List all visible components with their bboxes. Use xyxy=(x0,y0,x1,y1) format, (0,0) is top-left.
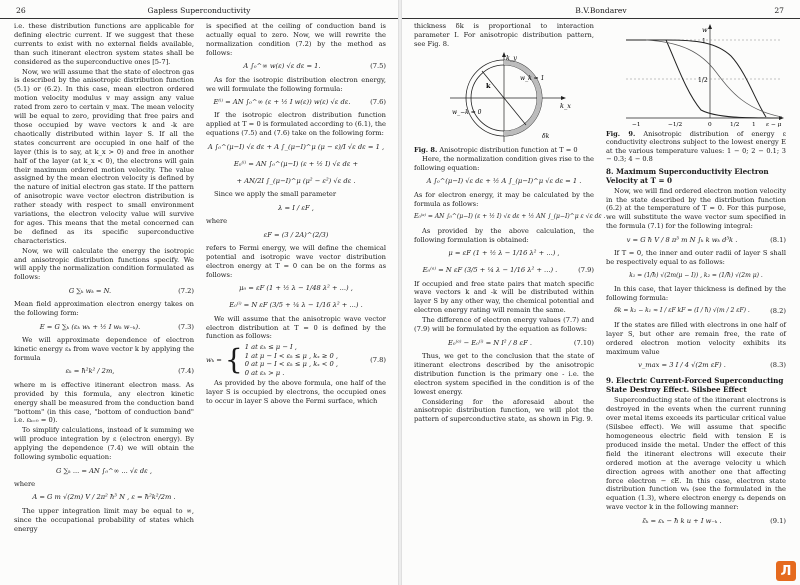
section-heading-8: 8. Maximum Superconductivity Electron Velocity at T = 0 xyxy=(606,166,769,185)
left-column-1 xyxy=(14,22,194,535)
paragraph: Mean field approximation electron energy takes on the following form: xyxy=(14,300,194,318)
running-header-right xyxy=(402,6,800,19)
paragraph: The difference of electron energy values (7.7) and (7.9) will be formulated by the equation as follows: xyxy=(414,316,594,334)
paragraph: is specified at the ceiling of conduction band is actually equal to zero. Now, we will rewrite the normalization condition (7.2) by the method as follows: xyxy=(206,22,386,57)
paragraph: If occupied and free state pairs that match specific wave vectors k and -k will be distributed within layer S by any other way, the chemical potential and electron energy rating will remain the same. xyxy=(414,279,594,315)
x-tick-half: 1/2 xyxy=(730,122,740,128)
paragraph: As provided by the above calculation, the following formulation is obtained: xyxy=(414,226,594,244)
right-page xyxy=(402,0,800,585)
page-number-left: 26 xyxy=(16,6,26,15)
equation-8-3: v_max = 3 I / 4 √(2m εF) . (8.3) xyxy=(638,360,786,369)
paragraph: If T = 0, the inner and outer radii of layer S shall be respectively equal to as follows: xyxy=(606,249,786,267)
equation-summation-integral: G ∑ₖ ... = AN ∫₀^∞ ... √ε dε , xyxy=(56,466,152,475)
equation-mu0: μ₀ = εF (1 + ½ λ − 1/48 λ² + ...) , xyxy=(239,284,353,293)
equation-7-4: εₖ = ħ²k² / 2m, (7.4) xyxy=(65,367,194,376)
section-heading-9: 9. Electric Current-Forced Superconducting State Destroy Effect. Silsbee Effect xyxy=(606,376,784,395)
figure-8 xyxy=(414,50,594,146)
ky-axis-label: k_y xyxy=(506,53,517,62)
equation-7-10: E₀⁽ᵃ⁾ − E₀⁽ⁱ⁾ = N I² / 8 εF . (7.10) xyxy=(448,338,594,347)
anisotropic-distribution-diagram xyxy=(414,50,594,146)
paragraph: where xyxy=(14,479,36,488)
equation-8-2: δk = k₂ − k₁ ≈ I / εF kF = (I / ħ) √(m / 2 εF) . (8.2) xyxy=(614,307,786,316)
equation-normalization-anisotropic: A ∫₀^(μ−I) √ε dε + ½ A ∫_(μ−I)^μ √ε dε = 1 . xyxy=(426,177,582,186)
right-column-1 xyxy=(414,22,606,425)
paragraph: As provided by the above formula, one half of the layer S is occupied by electrons, the occupied ones to occur in layer S above the Fermi surface, which xyxy=(206,378,386,405)
left-page xyxy=(0,0,398,585)
equation-energy-isotropic: E₀⁽ⁱ⁾ = AN ∫₀^(μ−I) (ε + ½ I) √ε dε + xyxy=(233,159,359,168)
right-column-2 xyxy=(606,22,786,530)
equation-lambda: λ = I / εF , xyxy=(278,203,314,212)
paragraph: Thus, we get to the conclusion that the state of itinerant electrons described by the anisotropic distribution function is the primary one - i.e. the electron system specified in the condition is of the lowest energy. xyxy=(414,352,594,396)
w-axis-label: w xyxy=(702,26,708,34)
tick-one: 1 xyxy=(702,38,706,45)
paragraph: As for electron energy, it may be calculated by the formula as follows: xyxy=(414,190,594,208)
wk-label: w_k = 1 xyxy=(520,74,545,82)
distribution-curve-plot xyxy=(606,22,788,130)
paragraph: The upper integration limit may be equal to ∞, since the occupational probability of states which energy xyxy=(14,506,194,533)
x-tick-one: 1 xyxy=(752,122,756,128)
paragraph: refers to Fermi energy, we will define the chemical potential and isotropic wave vector distribution electron energy at T = 0 can be on the forms as follows: xyxy=(206,243,386,279)
paragraph: To simplify calculations, instead of k summing we will produce integration by ε (electron energy). By applying the dependence (7.4) we will obtain the following symbolic equation: xyxy=(14,426,194,462)
x-tick-minus-half: −1/2 xyxy=(668,122,683,128)
running-header-left xyxy=(0,6,398,19)
page-number-right: 27 xyxy=(774,6,784,15)
figure-8-caption: Fig. 8. Anisotropic distribution function at T = 0 xyxy=(414,145,578,154)
figure-9 xyxy=(606,22,786,130)
paragraph: If the isotropic electron distribution function applied at T = 0 is formulated according to (6.1), the equations (7.5) and (7.6) take on the following form: xyxy=(206,111,386,138)
paragraph: thickness δk is proportional to interaction parameter I. For anisotropic distribution pattern, see Fig. 8. xyxy=(414,22,594,48)
paragraph: As for the isotropic distribution electron energy, we will formulate the following formula: xyxy=(206,75,386,93)
paragraph: Here, the normalization condition gives rise to the following equation: xyxy=(414,155,594,173)
paragraph: Superconducting state of the itinerant electrons is destroyed in the events when the current running over metal items exceeds its particular critical value (Silsbee effect). We will assume that specific homogeneous electric field with tension E is produced inside the metal. Under the effect of this field the itinerant electrons will execute their ordered motion at the average velocity u which direction agrees with another one that affecting force electron − εE. In this case, electron state distribution function wₖ (see the formulated in the equation (1.3), where electron energy εₖ depends on wave vector k in the following manner: xyxy=(606,396,786,512)
x-axis-label: ε − μ xyxy=(766,122,782,128)
k-vector-label: k xyxy=(486,81,491,90)
equation-8-1: v = G ħ V / 8 π³ m N ∫ₖ k wₖ d³k . (8.1) xyxy=(626,235,786,244)
equation-7-2: G ∑ₖ wₖ = N. (7.2) xyxy=(68,286,194,295)
paragraph: where m is effective itinerant electron mass. As provided by this formula, any electron kinetic energy shall be measured from the conduction band "bottom" (in this case, "bottom of conduction band" i.e. εₖ₌₀ = 0). xyxy=(14,380,194,425)
publisher-logo-badge: Л xyxy=(776,561,796,581)
running-title-left: Gapless Superconductivity xyxy=(147,6,251,15)
equation-9-1: ε̃ₖ = εₖ − ħ k u + I w₋ₖ . (9.1) xyxy=(642,516,786,525)
kx-axis-label: k_x xyxy=(560,101,571,110)
paragraph: In this case, that layer thickness is defined by the following formula: xyxy=(606,284,786,302)
paragraph: where xyxy=(206,217,228,226)
running-title-right: B.V.Bondarev xyxy=(575,6,627,15)
equation-7-5: A ∫₀^∞ w(ε) √ε dε = 1. (7.5) xyxy=(243,62,386,71)
equation-fermi-energy: εF = (3 / 2A)^(2/3) xyxy=(263,230,329,239)
equation-normalization-isotropic: A ∫₀^(μ−I) √ε dε + A ∫_(μ−I)^μ (μ − ε)/I √ε dε = 1 , xyxy=(207,142,385,151)
paragraph: i.e. these distribution functions are applicable for defining electric current. If we suggest that these currents to exist with no external fields available, than such itinerant electron system states shall be considered as the superconductive ones [5-7]. xyxy=(14,22,194,66)
paragraph: If the states are filled with electrons in one half of layer S, but other are remain free, the rate of ordered electron motion velocity exhibits its maximum value xyxy=(606,320,786,356)
x-tick-minus-1: −1 xyxy=(632,122,641,128)
equation-7-3: E = G ∑ₖ (εₖ wₖ + ½ I wₖ w₋ₖ). (7.3) xyxy=(39,322,194,331)
equation-e0-isotropic: E₀⁽ⁱ⁾ = N εF (3/5 + ¼ λ − 1/16 λ² + ...) . xyxy=(229,301,363,310)
equation-energy-isotropic-cont: + AN/2I ∫_(μ−I)^μ (μ² − ε²) √ε dε . xyxy=(236,176,356,185)
equation-7-8: wₖ = { 1 at εₖ ≤ μ − I , 1 at μ − I < εₖ ≤ μ , kₓ ≥ 0 , 0 at μ − I < εₖ ≤ μ , kₓ < 0 , 0 at εₖ > μ . (7.8) xyxy=(206,343,386,377)
paragraph: We will assume that the anisotropic wave vector electron distribution at T = 0 is defined by the function as follows: xyxy=(206,314,386,341)
paragraph: Now, we will find ordered electron motion velocity in the state described by the distribution function (6.2) at the temperature of T = 0. For this purpose, we will substitute the wave vector sum specified in the formula (7.1) for the following integral: xyxy=(606,186,786,231)
equation-mu-anisotropic: μ = εF (1 + ½ λ − 1/16 λ² + ...) , xyxy=(448,249,560,258)
equation-a-definition: A = G m √(2m) V / 2π² ħ³ N , ε = ħ²k²/2m . xyxy=(32,493,176,502)
equation-radii: k₁ = (1/ħ) √(2m(μ − I)) , k₂ = (1/ħ) √(2m μ) . xyxy=(629,271,763,279)
equation-7-6: E⁽ⁱ⁾ = AN ∫₀^∞ (ε + ½ I w(ε)) w(ε) √ε dε. (7.6) xyxy=(213,97,386,106)
wmk-label: w_−k = 0 xyxy=(452,108,482,116)
paragraph: Considering for the aforesaid about the anisotropic distribution function, we will plot the pattern of superconductive state, as shown in Fig. 9. xyxy=(414,397,594,424)
x-tick-zero: 0 xyxy=(708,122,712,128)
tick-half: 1/2 xyxy=(698,77,708,84)
paragraph: Now, we will calculate the energy the isotropic and anisotropic distribution functions specify. We will apply the normalization condition formulated as follows: xyxy=(14,246,194,282)
dk-label: δk xyxy=(542,132,550,140)
equation-energy-anisotropic: E₀⁽ᵃ⁾ = AN ∫₀^(μ−I) (ε + ½ I) √ε dε + ½ AN ∫_(μ−I)^μ ε √ε dε . xyxy=(414,213,606,221)
paragraph: We will approximate dependence of electron kinetic energy εₖ from wave vector k by applying the formula xyxy=(14,336,194,362)
paragraph: Now, we will assume that the state of electron gas is described by the anisotropic distribution function (5.1) or (6.2). In this case, mean electron ordered motion velocity modulus v may assign any value rated from zero to certain v_max. The mean velocity will be equal to zero, providing that free pairs and those occupied by wave vectors k and -k are chaotically distributed within layer S. If all the states concurrent are occupied in one half of the layer (this is to say, at k_x > 0) and free in another half of the layer (at k_x < 0), the electrons will gain their maximum ordered motion velocity. The value assigned by the mean electron velocity is defined by the nature of initial electron gas state. If the pattern of anisotropic wave vector electron distribution is rather steady with respect to small environment variations, the electron velocity value will survive for ages. This means that the metal concerned can be defined as its specific superconductive characteristics. xyxy=(14,67,194,245)
left-column-2 xyxy=(206,22,386,407)
figure-9-caption: Fig. 9. Anisotropic distribution of energy ε conductivity electrons subject to the lowest energy E at the various temperature values: 1 − 0; 2 − 0.1; 3 − 0.3; 4 − 0.8 xyxy=(606,130,786,164)
paragraph: Since we apply the small parameter xyxy=(214,190,337,199)
equation-7-9: E₀⁽ᵃ⁾ = N εF (3/5 + ¼ λ − 1/16 λ² + ...) . (7.9) xyxy=(422,266,594,275)
